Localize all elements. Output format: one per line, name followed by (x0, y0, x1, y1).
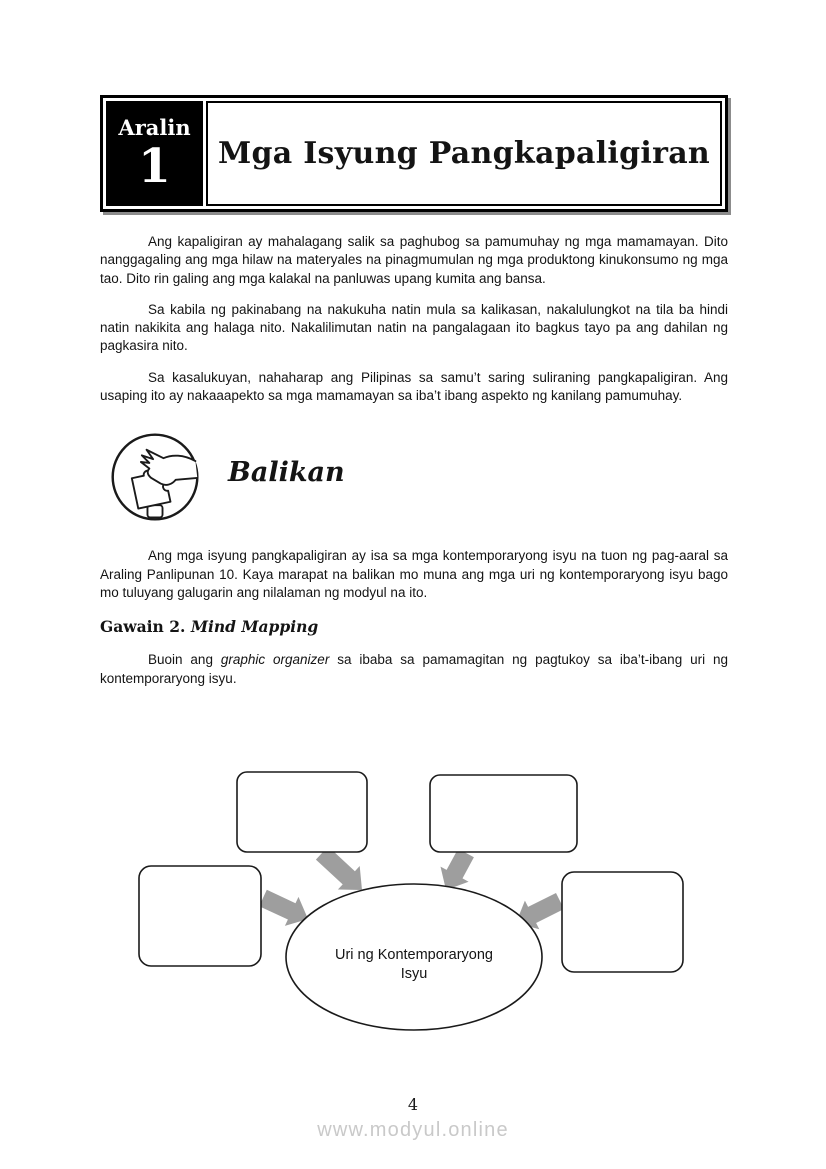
instruction-italic-term: graphic organizer (220, 652, 330, 668)
arrow-from-top-left-box (316, 846, 362, 890)
lesson-label: Aralin (118, 115, 191, 140)
lesson-title: Mga Isyung Pangkapaligiran (217, 136, 711, 171)
mindmap-box-right (562, 872, 683, 972)
lesson-title-box (206, 101, 722, 206)
instruction-text-cont: sa ibaba sa pamamagitan ng pagtukoy sa iba’t-ibang uri ng kontemporaryong isyu. (100, 652, 729, 686)
activity-label: Gawain 2 (100, 617, 181, 637)
intro-paragraph-1: Ang kapaligiran ay mahalagang salik sa paghubog sa pamumuhay ng mga mamamayan. Dito nanggagaling ang mga hilaw na materyales na pinagmumulan ng mga produktong kinukonsumo ng mga tao. Dito rin galing ang mga kalakal na panluwas upang kumita ang bansa. (100, 234, 728, 286)
balikan-paragraph: Ang mga isyung pangkapaligiran ay isa sa mga kontemporaryong isyu na tuon ng pag-aaral sa Araling Panlipunan 10. Kaya marapat na balikan mo muna ang mga uri ng kontemporaryong isyu bago mo tuluyang galugarin ang nilalaman ng modyul na ito. (100, 548, 728, 600)
activity-separator: . (180, 617, 191, 637)
mindmap-box-left (139, 866, 261, 966)
balikan-section-banner (108, 429, 728, 525)
arrow-from-top-right-box (441, 849, 474, 890)
page-content (100, 0, 728, 701)
mind-map-diagram (99, 740, 727, 1060)
mindmap-box-top-right (430, 775, 577, 852)
instruction-text: Buoin ang (148, 652, 221, 668)
page-number: 4 (407, 1095, 419, 1114)
activity-instruction (100, 651, 728, 688)
mindmap-center-label-line2: Isyu (400, 966, 428, 982)
intro-paragraph-2: Sa kabila ng pakinabang na nakukuha natin mula sa kalikasan, nakalulungkot na tila ba hindi natin nakikita ang halaga nito. Nakalilimutan natin na pangalagaan ito bagkus tayo pa ang dahilan ng pagkasira nito. (100, 301, 728, 354)
mindmap-center-label-line1: Uri ng Kontemporaryong (335, 947, 493, 963)
arrow-from-left-box (259, 890, 308, 926)
lesson-number: 1 (138, 139, 171, 194)
watermark: www.modyul.online (317, 1119, 509, 1141)
activity-title: Mind Mapping (190, 617, 319, 637)
intro-paragraph-3: Sa kasalukuyan, nahaharap ang Pilipinas sa samu’t saring suliraning pangkapaligiran. Ang usaping ito ay nakaaapekto sa mga mamamayan sa iba’t ibang aspekto ng kanilang pamumuhay. (100, 369, 728, 404)
mindmap-box-top-left (237, 772, 367, 852)
activity-heading (100, 617, 728, 636)
balikan-heading: Balikan (228, 456, 345, 488)
hand-puzzle-icon (108, 430, 202, 524)
lesson-number-badge (106, 101, 203, 206)
lesson-header (100, 95, 728, 212)
